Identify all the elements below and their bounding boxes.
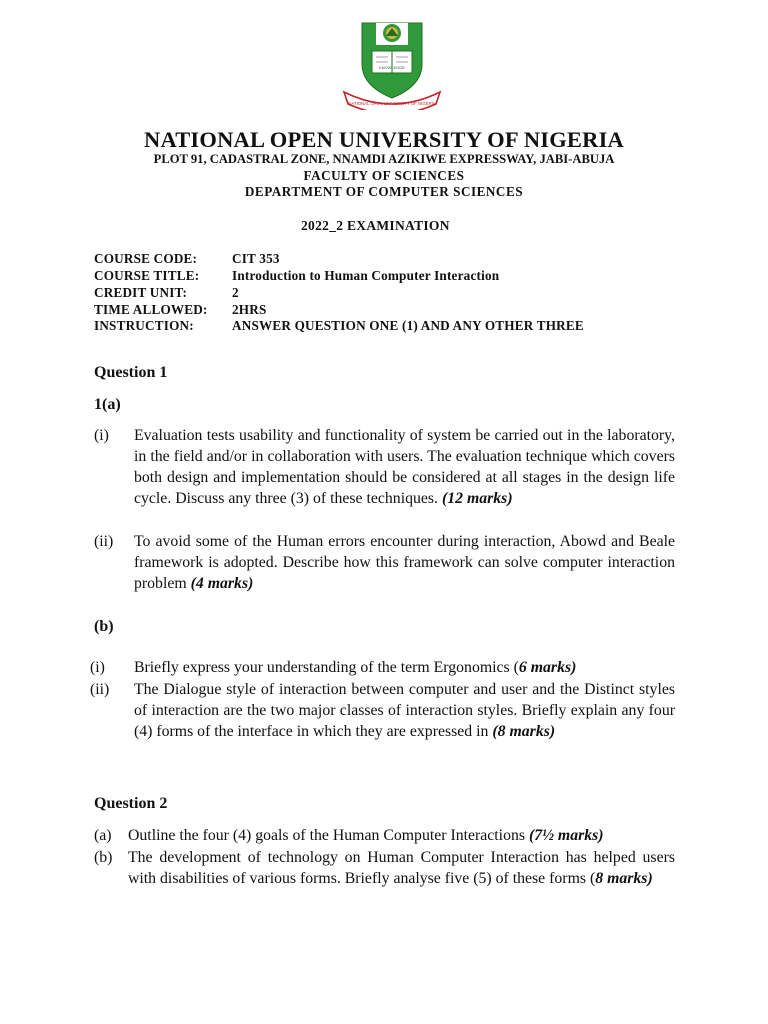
question-text: Outline the four (4) goals of the Human Computer Interactions (128, 827, 526, 844)
marks: (12 marks) (441, 490, 513, 507)
question-1b-i (134, 657, 675, 678)
item-label: (i) (94, 427, 109, 444)
marks: (8 marks) (492, 723, 556, 740)
logo-banner: NATIONAL OPEN UNIVERSITY OF NIGERIA (348, 101, 436, 106)
item-label: (ii) (90, 681, 110, 698)
university-logo (336, 20, 448, 110)
meta-key: INSTRUCTION: (94, 318, 194, 333)
question-1-heading: Question 1 (94, 364, 168, 381)
meta-key: COURSE TITLE: (94, 268, 200, 283)
department-name: DEPARTMENT OF COMPUTER SCIENCES (244, 184, 524, 199)
item-label: (i) (90, 659, 105, 676)
question-text: The development of technology on Human Computer Interaction has helped users with disabilities of various forms. Briefly analyse five (5) of these forms ( (128, 849, 675, 887)
meta-value: ANSWER QUESTION ONE (1) AND ANY OTHER THREE (232, 318, 584, 333)
question-1a-heading: 1(a) (94, 396, 121, 413)
question-text: To avoid some of the Human errors encounter during interaction, Abowd and Beale framework is adopted. Describe how this framework can solve computer interaction problem (134, 533, 675, 592)
question-text: The Dialogue style of interaction between computer and user and the Distinct styles of interaction are the two major classes of interaction styles. Briefly explain any four (4) forms of the interface in which they are expressed in (134, 681, 675, 740)
question-1a-ii (134, 531, 675, 594)
question-2b (128, 847, 675, 889)
question-2a (128, 825, 678, 846)
meta-key: CREDIT UNIT: (94, 285, 188, 300)
marks: 6 marks) (518, 659, 577, 676)
question-1a-i (134, 425, 675, 509)
exam-title: 2022_2 EXAMINATION (301, 218, 450, 233)
marks: (4 marks) (190, 575, 254, 592)
question-text: Briefly express your understanding of the term Ergonomics ( (134, 659, 519, 676)
meta-value: 2 (232, 285, 239, 300)
meta-value: Introduction to Human Computer Interaction (232, 268, 500, 283)
university-name: NATIONAL OPEN UNIVERSITY OF NIGERIA (144, 127, 624, 152)
item-label: (a) (94, 827, 112, 844)
question-1b-ii (134, 679, 675, 742)
item-label: (b) (94, 849, 113, 866)
meta-value: 2HRS (232, 302, 267, 317)
marks: 8 marks) (595, 870, 653, 887)
meta-key: TIME ALLOWED: (94, 302, 208, 317)
item-label: (ii) (94, 533, 114, 550)
marks: (7½ marks) (528, 827, 604, 844)
question-1b-heading: (b) (94, 618, 114, 635)
faculty-name: FACULTY OF SCIENCES (303, 168, 465, 183)
logo-crest-icon (336, 20, 448, 110)
university-address: PLOT 91, CADASTRAL ZONE, NNAMDI AZIKIWE EXPRESSWAY, JABI-ABUJA (153, 152, 615, 166)
question-text: Evaluation tests usability and functionality of system be carried out in the laboratory, in the field and/or in collaboration with users. The evaluation technique which covers both design and implementation should be considered at all stages in the design life cycle. Discuss any three (3) of these techniques. (134, 427, 675, 507)
meta-key: COURSE CODE: (94, 251, 198, 266)
meta-value: CIT 353 (232, 251, 280, 266)
logo-motto: KNOWLEDGE (378, 65, 406, 70)
question-2-heading: Question 2 (94, 795, 168, 812)
